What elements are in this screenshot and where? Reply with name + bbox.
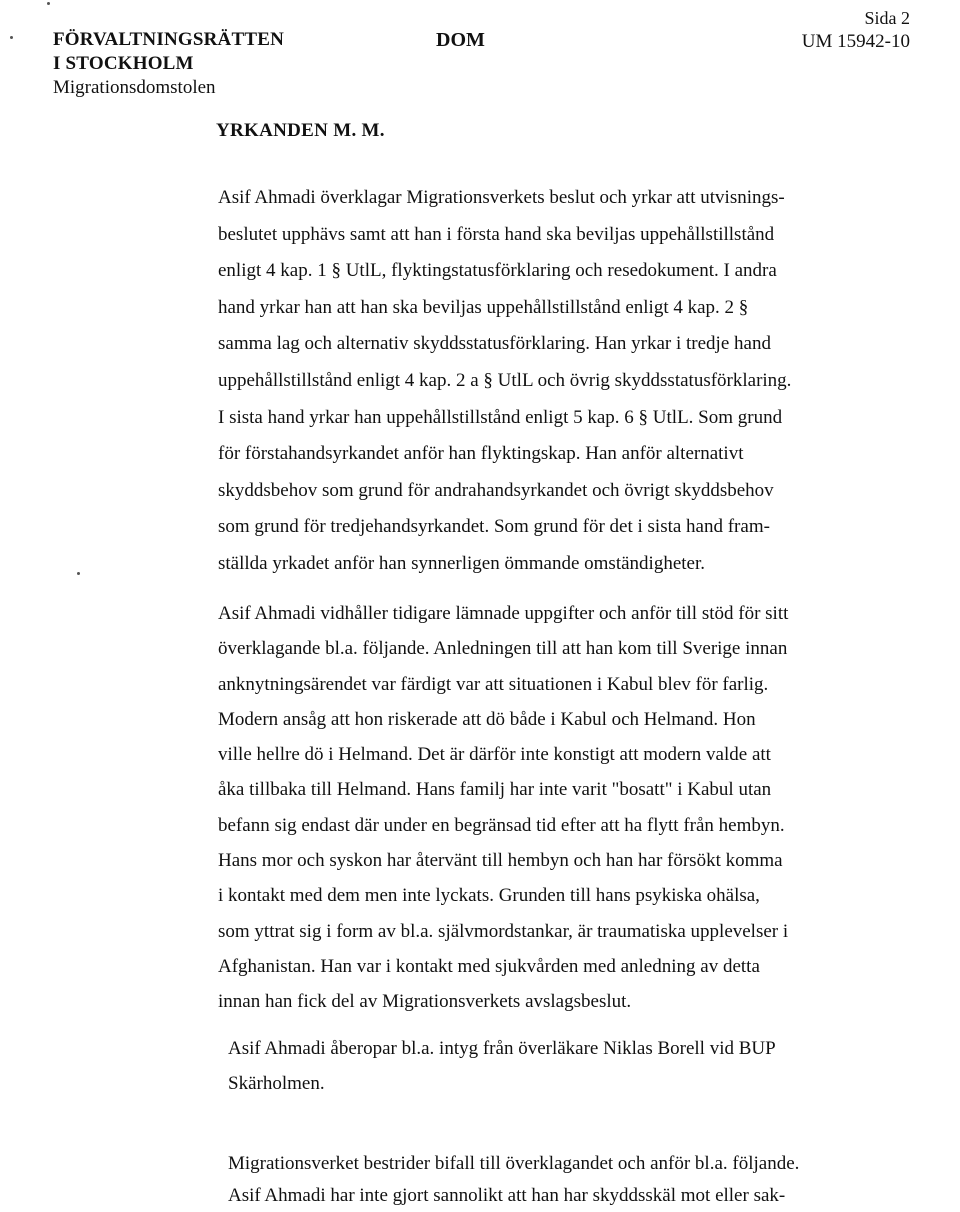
- text-line: som grund för tredjehandsyrkandet. Som grund för det i sista hand fram-: [218, 516, 770, 538]
- scan-dot: [47, 2, 50, 5]
- text-line: innan han fick del av Migrationsverkets avslagsbeslut.: [218, 991, 632, 1013]
- text-line: I sista hand yrkar han uppehållstillstånd enligt 5 kap. 6 § UtlL. Som grund: [218, 406, 783, 428]
- court-name-line1: FÖRVALTNINGSRÄTTEN: [53, 29, 284, 50]
- text-line: överklagande bl.a. följande. Anledningen till att han kom till Sverige innan: [218, 638, 788, 660]
- court-department: Migrationsdomstolen: [53, 77, 216, 98]
- text-line: Asif Ahmadi har inte gjort sannolikt att han har skyddsskäl mot eller sak-: [228, 1185, 786, 1206]
- page-reference: [802, 7, 910, 53]
- text-line: skyddsbehov som grund för andrahandsyrkandet och övrigt skyddsbehov: [218, 479, 774, 501]
- text-line: enligt 4 kap. 1 § UtlL, flyktingstatusförklaring och resedokument. I andra: [218, 260, 777, 282]
- paragraph-agency-response: [228, 1148, 799, 1212]
- text-line: åka tillbaka till Helmand. Hans familj har inte varit "bosatt" i Kabul utan: [218, 779, 772, 801]
- text-line: hand yrkar han att han ska beviljas uppehållstillstånd enligt 4 kap. 2 §: [218, 296, 749, 318]
- case-number: UM 15942-10: [801, 31, 910, 52]
- text-line: Hans mor och syskon har återvänt till hembyn och han har försökt komma: [218, 850, 783, 872]
- paragraph-appellant-statement: [218, 596, 788, 1020]
- text-line: Asif Ahmadi åberopar bl.a. intyg från överläkare Niklas Borell vid BUP: [228, 1038, 776, 1059]
- scan-dot: [77, 572, 80, 575]
- scan-dot: [10, 36, 13, 39]
- text-line: Migrationsverket bestrider bifall till överklagandet och anför bl.a. följande.: [228, 1153, 800, 1174]
- text-line: Afghanistan. Han var i kontakt med sjukvården med anledning av detta: [218, 955, 760, 977]
- text-line: ville hellre dö i Helmand. Det är därför inte konstigt att modern valde att: [218, 744, 771, 766]
- paragraph-claims: [218, 180, 791, 583]
- text-line: i kontakt med dem men inte lyckats. Grunden till hans psykiska ohälsa,: [218, 885, 760, 907]
- text-line: som yttrat sig i form av bl.a. självmordstankar, är traumatiska upplevelser i: [218, 920, 789, 942]
- text-line: för förstahandsyrkandet anför han flyktingskap. Han anför alternativt: [218, 443, 744, 465]
- text-line: Asif Ahmadi vidhåller tidigare lämnade uppgifter och anför till stöd för sitt: [218, 603, 789, 624]
- text-line: Asif Ahmadi överklagar Migrationsverkets beslut och yrkar att utvisnings-: [218, 187, 785, 208]
- page-number: Sida 2: [864, 8, 910, 28]
- court-name-line2: I STOCKHOLM: [53, 53, 194, 74]
- text-line: Modern ansåg att hon riskerade att dö både i Kabul och Helmand. Hon: [218, 708, 756, 730]
- document-type: DOM: [436, 29, 485, 51]
- text-line: uppehållstillstånd enligt 4 kap. 2 a § UtlL och övrig skyddsstatusförklaring.: [218, 369, 792, 391]
- text-line: ställda yrkadet anför han synnerligen ömmande omständigheter.: [218, 552, 705, 574]
- text-line: anknytningsärendet var färdigt var att situationen i Kabul blev för farlig.: [218, 673, 769, 695]
- text-line: befann sig endast där under en begränsad tid efter att ha flytt från hembyn.: [218, 814, 785, 836]
- text-line: Skärholmen.: [228, 1073, 325, 1094]
- section-heading: YRKANDEN M. M.: [216, 120, 385, 141]
- court-header: [53, 28, 284, 100]
- text-line: samma lag och alternativ skyddsstatusförklaring. Han yrkar i tredje hand: [218, 333, 771, 355]
- paragraph-evidence: [228, 1031, 776, 1101]
- text-line: beslutet upphävs samt att han i första hand ska beviljas uppehållstillstånd: [218, 223, 775, 245]
